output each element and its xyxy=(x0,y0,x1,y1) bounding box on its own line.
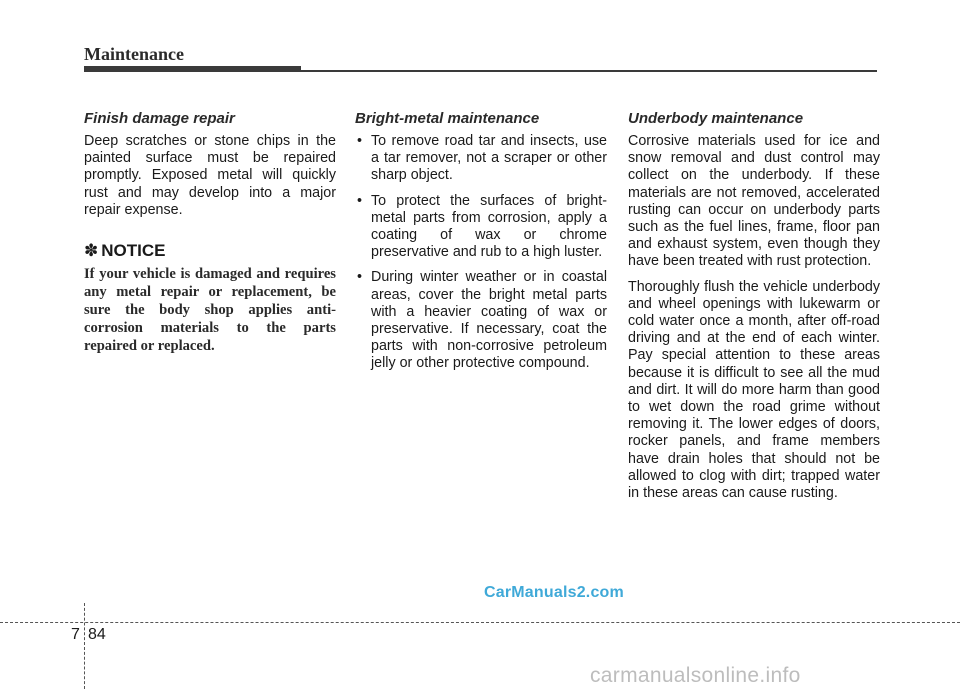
heading-bright-metal-maintenance: Bright-metal maintenance xyxy=(355,110,540,127)
bullet-icon: • xyxy=(357,269,363,286)
list-item xyxy=(355,133,607,185)
heading-underbody-maintenance: Underbody maintenance xyxy=(628,110,804,127)
heading-finish-damage-repair: Finish damage repair xyxy=(84,110,235,127)
column-bright-metal xyxy=(355,110,607,381)
bullet-icon: • xyxy=(357,192,363,209)
column-finish-damage xyxy=(84,110,336,355)
chapter-number: 7 xyxy=(71,626,80,643)
bullet-list xyxy=(355,133,607,373)
notice-body: If your vehicle is damaged and requires any metal repair or replacement, be sure the body shop applies anti-corrosion materials to the parts repaired or replaced. xyxy=(84,266,336,355)
list-item xyxy=(355,193,607,262)
header-rule-thick xyxy=(84,66,301,72)
paragraph-underbody-1: Corrosive materials used for ice and snow removal and dust control may collect on the underbody. If these materials are not removed, accelerated rusting can occur on underbody parts such as the fuel lines, frame, floor pan and exhaust system, even though they have been treated with rust protection. xyxy=(628,133,880,270)
notice-star-icon: ✽ xyxy=(84,241,99,261)
list-item-text: During winter weather or in coastal areas, cover the bright metal parts with a heavier coating of wax or preservative. If necessary, coat the parts with non-corrosive petroleum jelly or other protective compound. xyxy=(371,269,607,372)
notice-heading xyxy=(84,241,336,261)
list-item xyxy=(355,269,607,372)
watermark-link[interactable]: CarManuals2.com xyxy=(484,584,624,601)
column-underbody xyxy=(628,110,880,510)
header-rule-thin xyxy=(301,70,877,72)
notice-title: NOTICE xyxy=(101,241,166,261)
footer-dashed-rule xyxy=(0,622,960,623)
bullet-icon: • xyxy=(357,133,363,149)
list-item-text: To protect the surfaces of bright-metal parts from corrosion, apply a coating of wax or chrome preservative and rub to a high luster. xyxy=(371,192,607,261)
paragraph-finish-damage: Deep scratches or stone chips in the painted surface must be repaired promptly. Exposed metal will quickly rust and may develop into a major repair expense. xyxy=(84,133,336,218)
list-item-text: To remove road tar and insects, use a tar remover, not a scraper or other sharp object. xyxy=(371,133,607,184)
footer-vertical-rule xyxy=(84,603,85,689)
paragraph-underbody-2: Thoroughly flush the vehicle underbody and wheel openings with lukewarm or cold water once a month, after off-road driving and at the end of each winter. Pay special attention to these areas because it is difficult to see all the mud and dirt. It will do more harm than good to wet down the road grime without removing it. The lower edges of doors, rocker panels, and frame members have drain holes that should not be allowed to clog with dirt; trapped water in these areas can cause rusting. xyxy=(628,278,880,502)
page-number: 84 xyxy=(88,626,106,643)
footer-site-link[interactable]: carmanualsonline.info xyxy=(590,664,801,687)
section-title: Maintenance xyxy=(84,44,184,64)
